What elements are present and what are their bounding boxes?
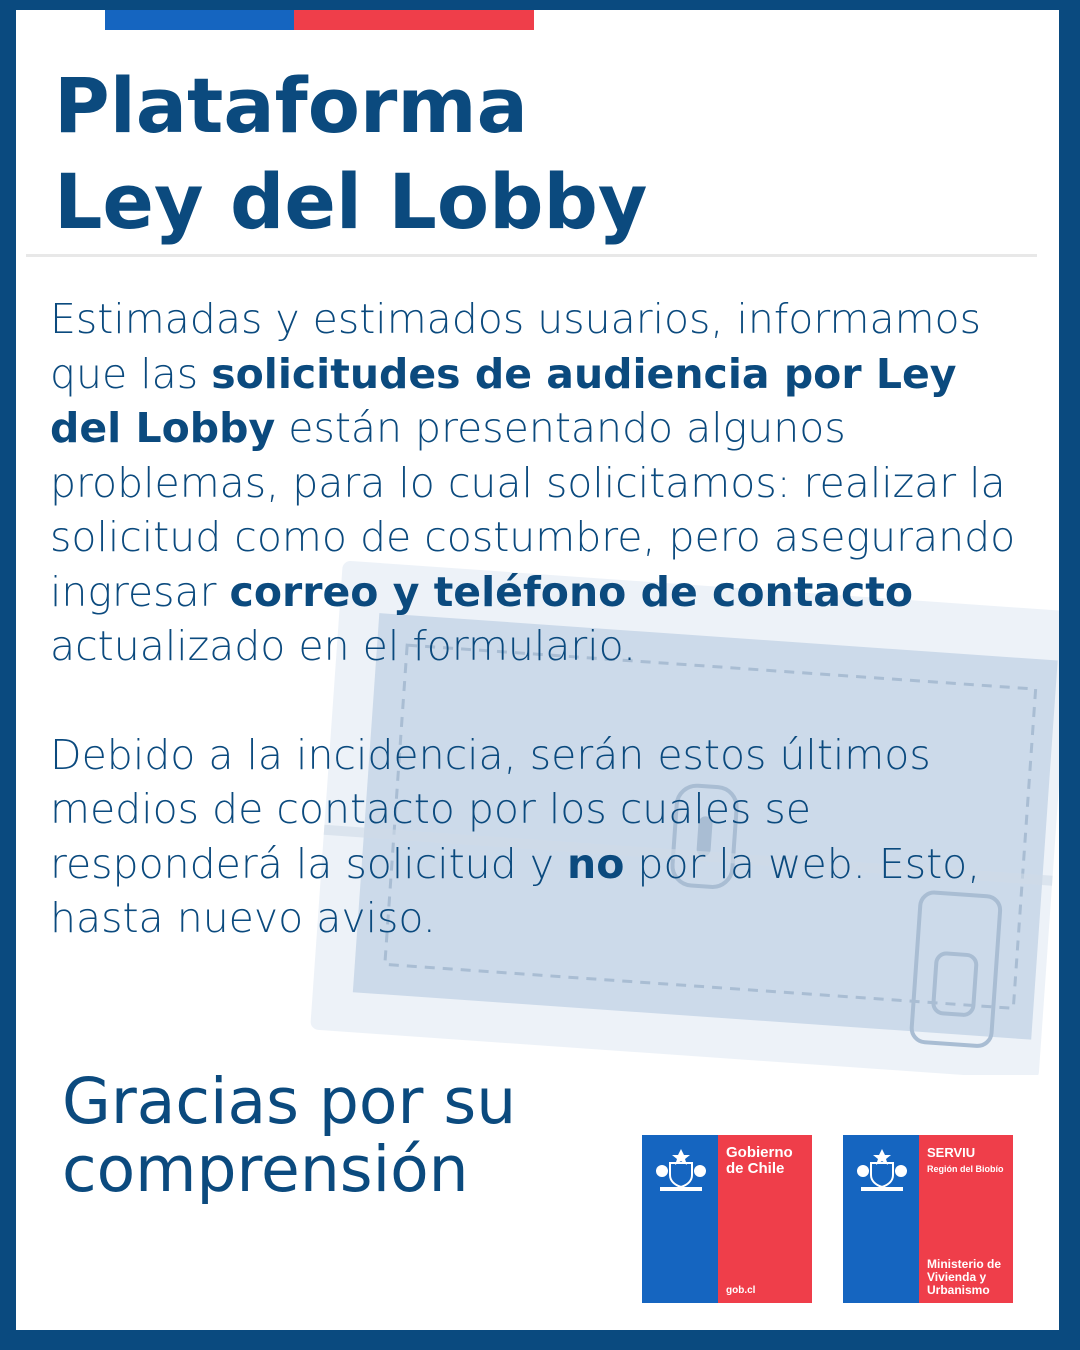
notice-paragraph-2: Debido a la incidencia, serán estos últimos medios de contacto por los cuales se responderá la solicitud y no por la web. Esto, hasta nuevo aviso.	[50, 730, 981, 942]
highlight-contact-info: correo y teléfono de contacto	[229, 567, 914, 616]
logo-url: gob.cl	[726, 1285, 756, 1296]
content-panel	[16, 10, 1059, 1330]
paragraph-spacer	[50, 674, 1040, 728]
title-line-2: Ley del Lobby	[54, 157, 648, 246]
thanks-line-1: Gracias por su	[62, 1065, 517, 1138]
thanks-line-2: comprensión	[62, 1133, 469, 1206]
flag-bar-blue	[105, 10, 294, 30]
notice-text	[50, 292, 1040, 946]
title-line-1: Plataforma	[54, 61, 528, 150]
flag-bar-red	[294, 10, 534, 30]
serviu-name: SERVIU	[927, 1145, 976, 1160]
serviu-region: Región del Biobío	[927, 1164, 1004, 1174]
serviu-logo	[843, 1135, 1013, 1303]
page-title	[54, 58, 647, 250]
chile-coat-of-arms-icon	[652, 1143, 710, 1193]
ministry-name: Ministerio de Vivienda y Urbanismo	[927, 1257, 1002, 1297]
title-divider	[26, 254, 1037, 257]
highlight-lobby-requests: solicitudes de audiencia por Ley del Lobby	[50, 349, 957, 452]
notice-paragraph-1: Estimadas y estimados usuarios, informamos que las solicitudes de audiencia por Ley del Lobby están presentando algunos problemas, para lo cual solicitamos: realizar la solicitud como de costumbre, pero asegurando ingresar correo y teléfono de contacto actualizado en el formulario.	[50, 295, 1016, 670]
highlight-no: no	[567, 839, 625, 888]
chile-coat-of-arms-icon	[853, 1143, 911, 1193]
gobierno-de-chile-logo	[642, 1135, 812, 1303]
logo-name: Gobierno de Chile	[726, 1144, 793, 1177]
thanks-message	[62, 1065, 517, 1206]
